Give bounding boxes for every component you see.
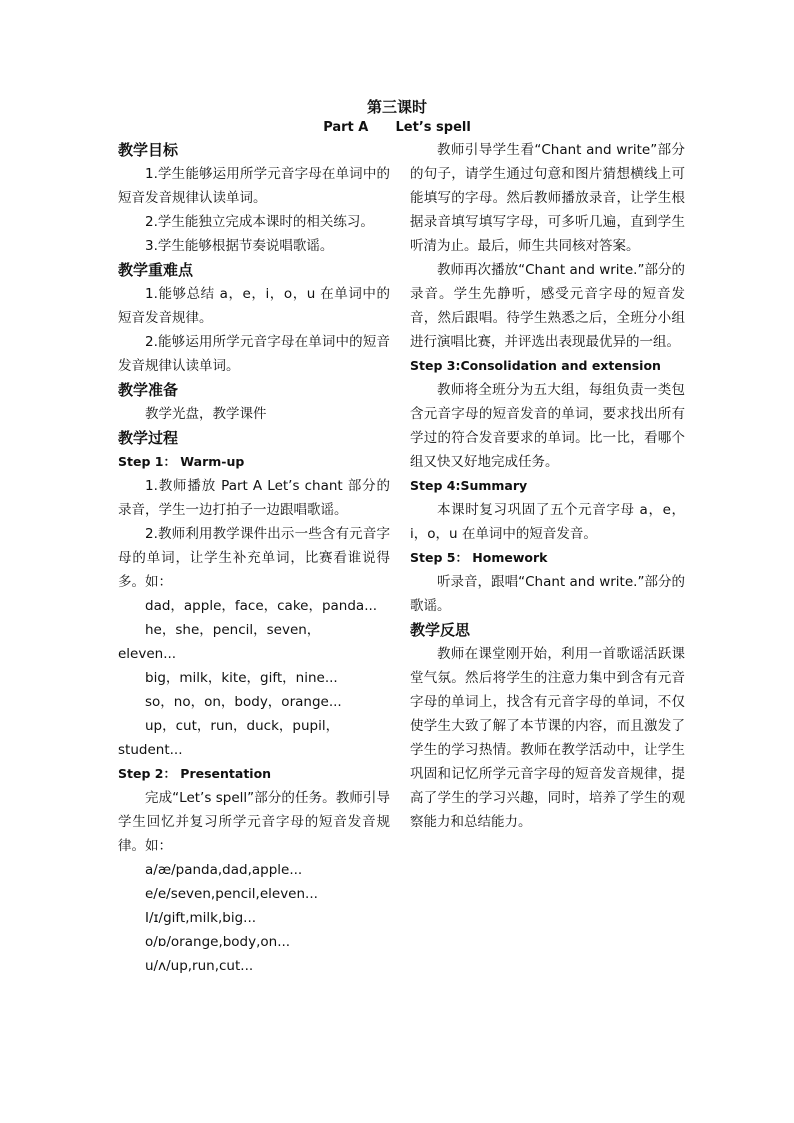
step4-heading: Step 4:Summary [410,478,528,493]
chant-replay-paragraph: 教师再次播放“Chant and write.”部分的录音。学生先静听，感受元音字母的短音发音，然后跟唱。待学生熟悉之后，全班分小组进行演唱比赛，并评选出表现最优异的一组。 [410,262,685,350]
step2-heading: Step 2： Presentation [118,766,272,781]
lesson-title: 第三课时 [366,98,427,116]
lesson-subtitle [0,118,794,138]
rule-o: o/ɒ/orange,body,on... [145,934,291,950]
word-list-u-cont: student... [118,742,183,758]
step1-paragraph-2: 2.教师利用教学课件出示一些含有元音字母的单词，让学生补充单词，比赛看谁说得多。如： [118,526,390,590]
word-list-a: dad，apple，face，cake，panda... [145,598,378,614]
lesson-header [0,96,794,138]
left-column [118,138,390,978]
key-point-2: 2.能够运用所学元音字母在单词中的短音发音规律认读单词。 [118,334,390,374]
rule-i: I/ɪ/gift,milk,big... [145,910,257,926]
step1-paragraph-1: 1.教师播放 Part A Let’s chant 部分的录音，学生一边打拍子一边跟唱歌谣。 [118,478,390,518]
step5-paragraph: 听录音，跟唱“Chant and write.”部分的歌谣。 [410,574,685,614]
word-list-u: up，cut，run，duck，pupil， [145,718,340,734]
step3-heading: Step 3:Consolidation and extension [410,358,661,373]
goals-heading: 教学目标 [118,141,179,159]
key-point-1: 1.能够总结 a，e，i，o，u 在单词中的短音发音规律。 [118,286,390,326]
reflection-paragraph: 教师在课堂刚开始，利用一首歌谣活跃课堂气氛。然后将学生的注意力集中到含有元音字母的单词上，找含有元音字母的单词，不仅使学生大致了解了本节课的内容，而且激发了学生的学习热情。教师在教学活动中，让学生巩固和记忆所学元音字母的短音发音规律，提高了学生的学习兴趣，同时，培养了学生的观察能力和总结能力。 [410,646,685,830]
rule-a: a/æ/panda,dad,apple... [145,862,303,878]
goal-3: 3.学生能够根据节奏说唱歌谣。 [145,238,334,254]
step5-heading: Step 5： Homework [410,550,548,565]
word-list-e-cont: eleven... [118,646,177,662]
part-label: Part A [323,120,369,135]
step2-paragraph: 完成“Let’s spell”部分的任务。教师引导学生回忆并复习所学元音字母的短音发音规律。如： [118,790,390,854]
chant-write-paragraph: 教师引导学生看“Chant and write”部分的句子，请学生通过句意和图片猜想横线上可能填写的字母。然后教师播放录音，让学生根据录音填写填写字母，可多听几遍，直到学生听清为止。最后，师生共同核对答案。 [410,142,685,254]
right-column [410,138,685,834]
rule-e: e/e/seven,pencil,eleven... [145,886,318,902]
key-points-heading: 教学重难点 [118,261,194,279]
reflection-heading: 教学反思 [410,621,471,639]
lesson-name: Let’s spell [395,120,471,135]
preparation-heading: 教学准备 [118,381,179,399]
word-list-e: he，she，pencil，seven， [145,622,321,638]
word-list-o: so，no，on，body，orange... [145,694,342,710]
step4-paragraph: 本课时复习巩固了五个元音字母 a，e，i，o，u 在单词中的短音发音。 [410,502,685,542]
word-list-i: big，milk，kite，gift，nine... [145,670,338,686]
preparation-text: 教学光盘，教学课件 [145,406,267,422]
rule-u: u/ʌ/up,run,cut... [145,958,254,974]
goal-1: 1.学生能够运用所学元音字母在单词中的短音发音规律认读单词。 [118,166,390,206]
process-heading: 教学过程 [118,429,179,447]
step3-paragraph: 教师将全班分为五大组，每组负责一类包含元音字母的短音发音的单词，要求找出所有学过的符合发音要求的单词。比一比，看哪个组又快又好地完成任务。 [410,382,685,470]
goal-2: 2.学生能独立完成本课时的相关练习。 [145,214,374,230]
step1-heading: Step 1： Warm-up [118,454,245,469]
